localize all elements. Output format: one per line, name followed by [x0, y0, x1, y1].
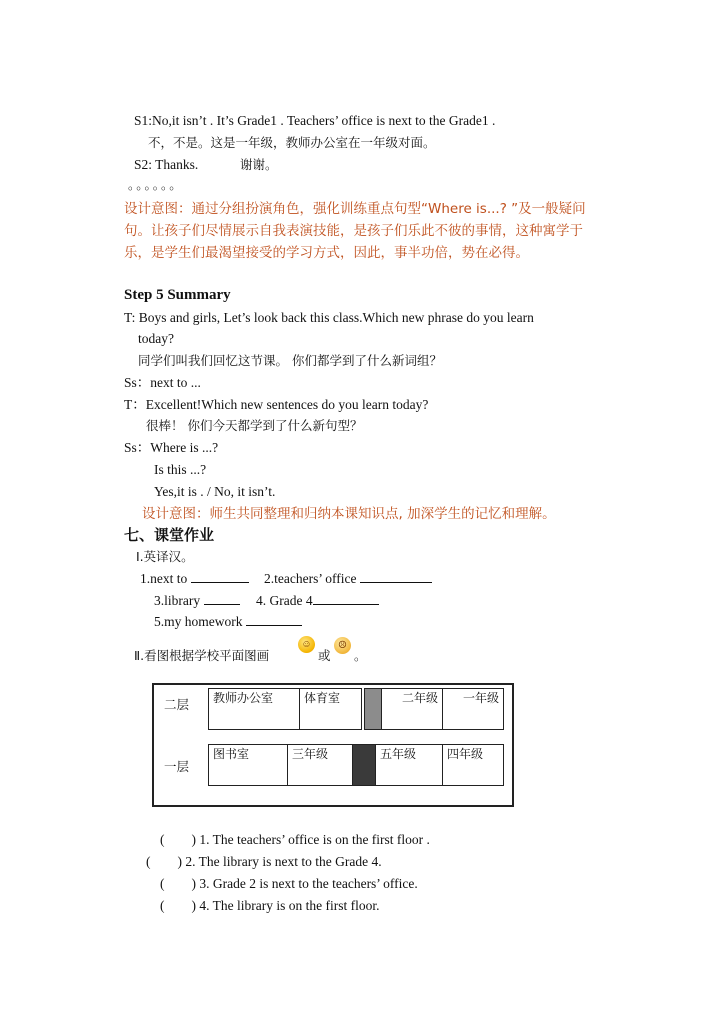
- stairs-floor2: [364, 688, 382, 730]
- room-gym: 体育室: [299, 688, 362, 730]
- question-3: [160, 875, 418, 893]
- step5-students-line2: Ss：Where is ...?: [124, 440, 219, 455]
- room-grade1: 一年级: [442, 688, 504, 730]
- floor2-label: 二层: [164, 697, 190, 712]
- item-4-blank[interactable]: [313, 592, 379, 605]
- step5-teacher-line2-zh: 很棒！ 你们今天都学到了什么新句型？: [146, 418, 363, 433]
- room-grade5: 五年级: [375, 744, 443, 786]
- dialogue-s1-zh: 不，不是。这是一年级，教师办公室在一年级对面。: [148, 135, 436, 150]
- ellipsis-dots: 。。。。。。: [128, 177, 184, 192]
- question-4-paren[interactable]: ( ): [160, 898, 196, 913]
- question-4: [160, 897, 379, 915]
- item-3: [154, 592, 240, 610]
- step5-teacher-line2: T：Excellent!Which new sentences do you learn today?: [124, 397, 429, 412]
- smile-icon: ☺: [298, 636, 315, 653]
- part2-title: Ⅱ.看图根据学校平面图画: [134, 648, 270, 663]
- room-teachers-office: 教师办公室: [208, 688, 300, 730]
- homework-heading: 七、课堂作业: [124, 526, 215, 544]
- sad-icon: ☹: [334, 637, 351, 654]
- item-2-blank[interactable]: [360, 570, 432, 583]
- question-2: [146, 853, 382, 871]
- item-5-blank[interactable]: [246, 613, 302, 626]
- item-2: [264, 570, 432, 588]
- part2-or: 或: [318, 648, 331, 663]
- room-library: 图书室: [208, 744, 288, 786]
- item-1-label: 1.next to: [140, 571, 188, 586]
- item-4: [256, 592, 379, 610]
- item-5-label: 5.my homework: [154, 614, 243, 629]
- part1-title: Ⅰ.英译汉。: [136, 549, 194, 564]
- dialogue-s2-zh: 谢谢。: [240, 157, 278, 172]
- step5-heading: Step 5 Summary: [124, 287, 231, 303]
- step5-students-line1: Ss：next to ...: [124, 375, 201, 390]
- question-2-paren[interactable]: ( ): [146, 854, 182, 869]
- item-2-label: 2.teachers’ office: [264, 571, 357, 586]
- item-3-blank[interactable]: [204, 592, 240, 605]
- question-1: [160, 831, 430, 849]
- item-1: [140, 570, 249, 588]
- question-3-text: 3. Grade 2 is next to the teachers’ office.: [199, 876, 418, 891]
- question-3-paren[interactable]: ( ): [160, 876, 196, 891]
- item-5: [154, 613, 302, 631]
- dialogue-s1-en: S1:No,it isn’t . It’s Grade1 . Teachers’ office is next to the Grade1 .: [134, 113, 496, 128]
- item-1-blank[interactable]: [191, 570, 249, 583]
- step5-teacher-line1: T: Boys and girls, Let’s look back this class.Which new phrase do you learn: [124, 310, 534, 325]
- question-4-text: 4. The library is on the first floor.: [199, 898, 380, 913]
- design-note-1: 设计意图：通过分组扮演角色，强化训练重点句型“Where is...? ”及一般疑问句。让孩子们尽情展示自我表演技能，是孩子们乐此不彼的事情，这种寓学于乐，是学生们最渴望接受的学习方式，因此，事半功倍，势在必得。: [124, 201, 586, 261]
- floor1-label: 一层: [164, 759, 190, 774]
- design-note-2: 设计意图：师生共同整理和归纳本课知识点, 加深学生的记忆和理解。: [142, 506, 556, 522]
- room-grade4: 四年级: [442, 744, 504, 786]
- question-2-text: 2. The library is next to the Grade 4.: [185, 854, 382, 869]
- dialogue-s2-en: S2: Thanks.: [134, 157, 199, 172]
- room-grade2: 二年级: [381, 688, 443, 730]
- step5-teacher-line1-cont: today?: [138, 331, 174, 346]
- item-3-label: 3.library: [154, 593, 201, 608]
- stairs-floor1: [352, 744, 376, 786]
- step5-students-line2c: Yes,it is . / No, it isn’t.: [154, 484, 276, 499]
- question-1-text: 1. The teachers’ office is on the first floor .: [199, 832, 430, 847]
- question-1-paren[interactable]: ( ): [160, 832, 196, 847]
- step5-students-line2b: Is this ...?: [154, 462, 207, 477]
- step5-teacher-line1-zh: 同学们叫我们回忆这节课。 你们都学到了什么新词组？: [138, 353, 442, 368]
- floor-plan: [152, 683, 514, 807]
- part2-end: 。: [354, 648, 367, 663]
- item-4-label: 4. Grade 4: [256, 593, 313, 608]
- room-grade3: 三年级: [287, 744, 353, 786]
